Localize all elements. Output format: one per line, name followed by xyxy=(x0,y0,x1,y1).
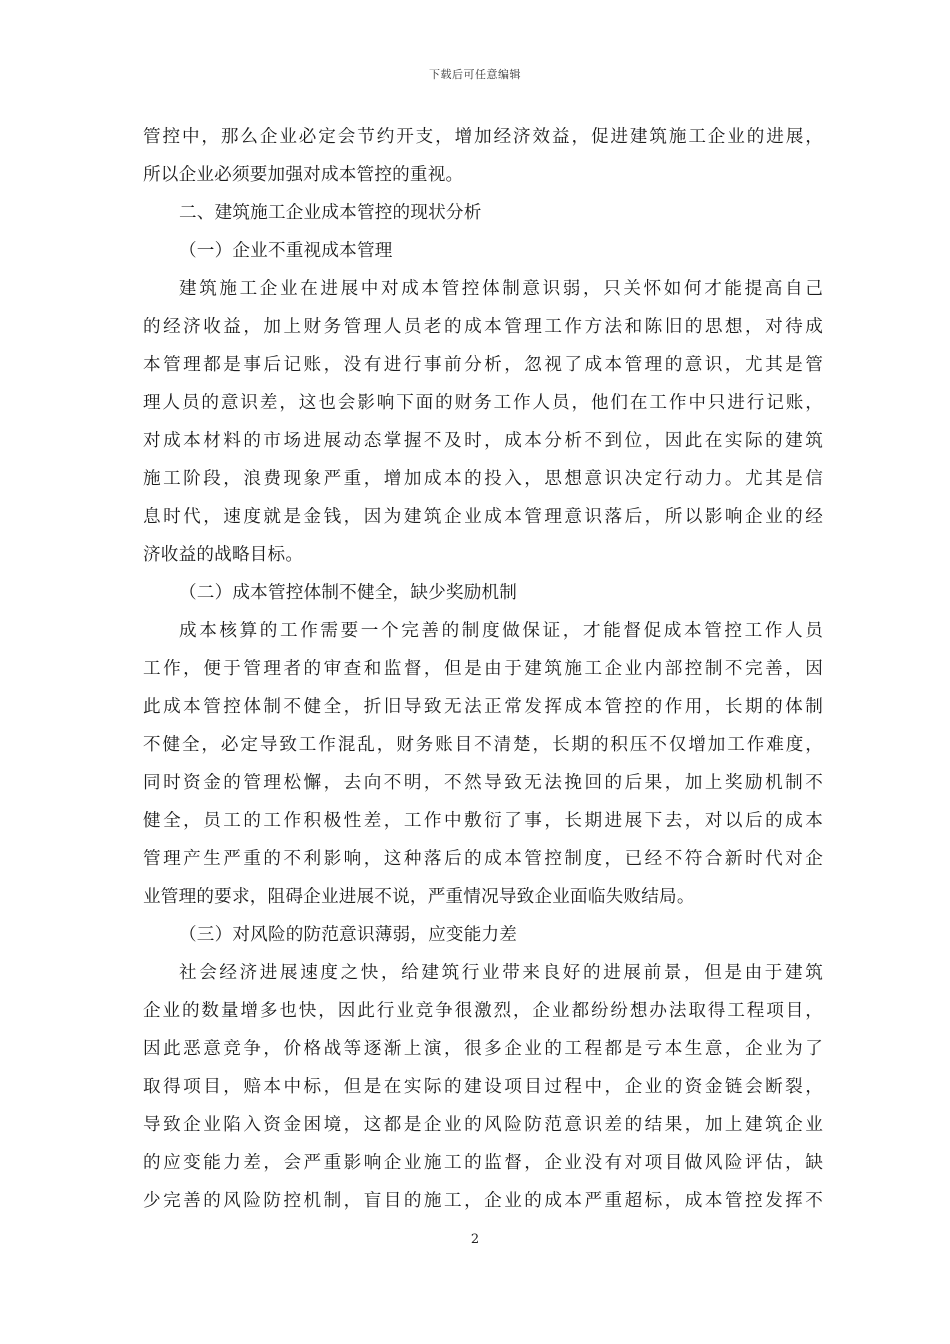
paragraph-line: 对成本材料的市场进展动态掌握不及时，成本分析不到位，因此在实际的建筑 xyxy=(143,431,823,451)
page-header: 下载后可任意编辑 xyxy=(429,68,521,81)
paragraph-line: 社会经济进展速度之快，给建筑行业带来良好的进展前景，但是由于建筑 xyxy=(179,963,823,983)
paragraph-line: 济收益的战略目标。 xyxy=(143,545,304,565)
paragraph-line: 息时代，速度就是金钱，因为建筑企业成本管理意识落后，所以影响企业的经 xyxy=(143,507,823,527)
paragraph-line: 导致企业陷入资金困境，这都是企业的风险防范意识差的结果，加上建筑企业 xyxy=(143,1115,823,1135)
paragraph-line: 的应变能力差，会严重影响企业施工的监督，企业没有对项目做风险评估，缺 xyxy=(143,1153,823,1173)
paragraph-line: 管控中，那么企业必定会节约开支，增加经济效益，促进建筑施工企业的进展， xyxy=(143,127,823,147)
document-body xyxy=(143,118,823,1220)
subsection-heading: （三）对风险的防范意识薄弱，应变能力差 xyxy=(179,925,518,945)
paragraph-line: 成本核算的工作需要一个完善的制度做保证，才能督促成本管控工作人员 xyxy=(179,621,823,641)
paragraph-line: 本管理都是事后记账，没有进行事前分析，忽视了成本管理的意识，尤其是管 xyxy=(143,355,823,375)
paragraph-line: 建筑施工企业在进展中对成本管控体制意识弱，只关怀如何才能提高自己 xyxy=(179,279,823,299)
paragraph-line: 的经济收益，加上财务管理人员老的成本管理工作方法和陈旧的思想，对待成 xyxy=(143,317,823,337)
paragraph-line: 少完善的风险防控机制，盲目的施工，企业的成本严重超标，成本管控发挥不 xyxy=(143,1191,823,1211)
paragraph-line: 工作，便于管理者的审查和监督，但是由于建筑施工企业内部控制不完善，因 xyxy=(143,659,823,679)
section-heading: 二、建筑施工企业成本管控的现状分析 xyxy=(179,203,482,223)
page-number: 2 xyxy=(470,1232,480,1247)
subsection-heading: （二）成本管控体制不健全，缺少奖励机制 xyxy=(179,583,518,603)
paragraph-line: 理人员的意识差，这也会影响下面的财务工作人员，他们在工作中只进行记账， xyxy=(143,393,823,413)
paragraph-line: 企业的数量增多也快，因此行业竞争很激烈，企业都纷纷想办法取得工程项目， xyxy=(143,1001,823,1021)
paragraph-line: 不健全，必定导致工作混乱，财务账目不清楚，长期的积压不仅增加工作难度， xyxy=(143,735,823,755)
paragraph-line: 因此恶意竞争，价格战等逐渐上演，很多企业的工程都是亏本生意，企业为了 xyxy=(143,1039,823,1059)
paragraph-line: 健全，员工的工作积极性差，工作中敷衍了事，长期进展下去，对以后的成本 xyxy=(143,811,823,831)
paragraph-line: 业管理的要求，阻碍企业进展不说，严重情况导致企业面临失败结局。 xyxy=(143,887,695,907)
paragraph-line: 管理产生严重的不利影响，这种落后的成本管控制度，已经不符合新时代对企 xyxy=(143,849,823,869)
paragraph-line: 所以企业必须要加强对成本管控的重视。 xyxy=(143,165,464,185)
paragraph-line: 施工阶段，浪费现象严重，增加成本的投入，思想意识决定行动力。尤其是信 xyxy=(143,469,823,489)
paragraph-line: 同时资金的管理松懈，去向不明，不然导致无法挽回的后果，加上奖励机制不 xyxy=(143,773,823,793)
paragraph-line: 取得项目，赔本中标，但是在实际的建设项目过程中，企业的资金链会断裂， xyxy=(143,1077,823,1097)
subsection-heading: （一）企业不重视成本管理 xyxy=(179,241,393,261)
paragraph-line: 此成本管控体制不健全，折旧导致无法正常发挥成本管控的作用，长期的体制 xyxy=(143,697,823,717)
